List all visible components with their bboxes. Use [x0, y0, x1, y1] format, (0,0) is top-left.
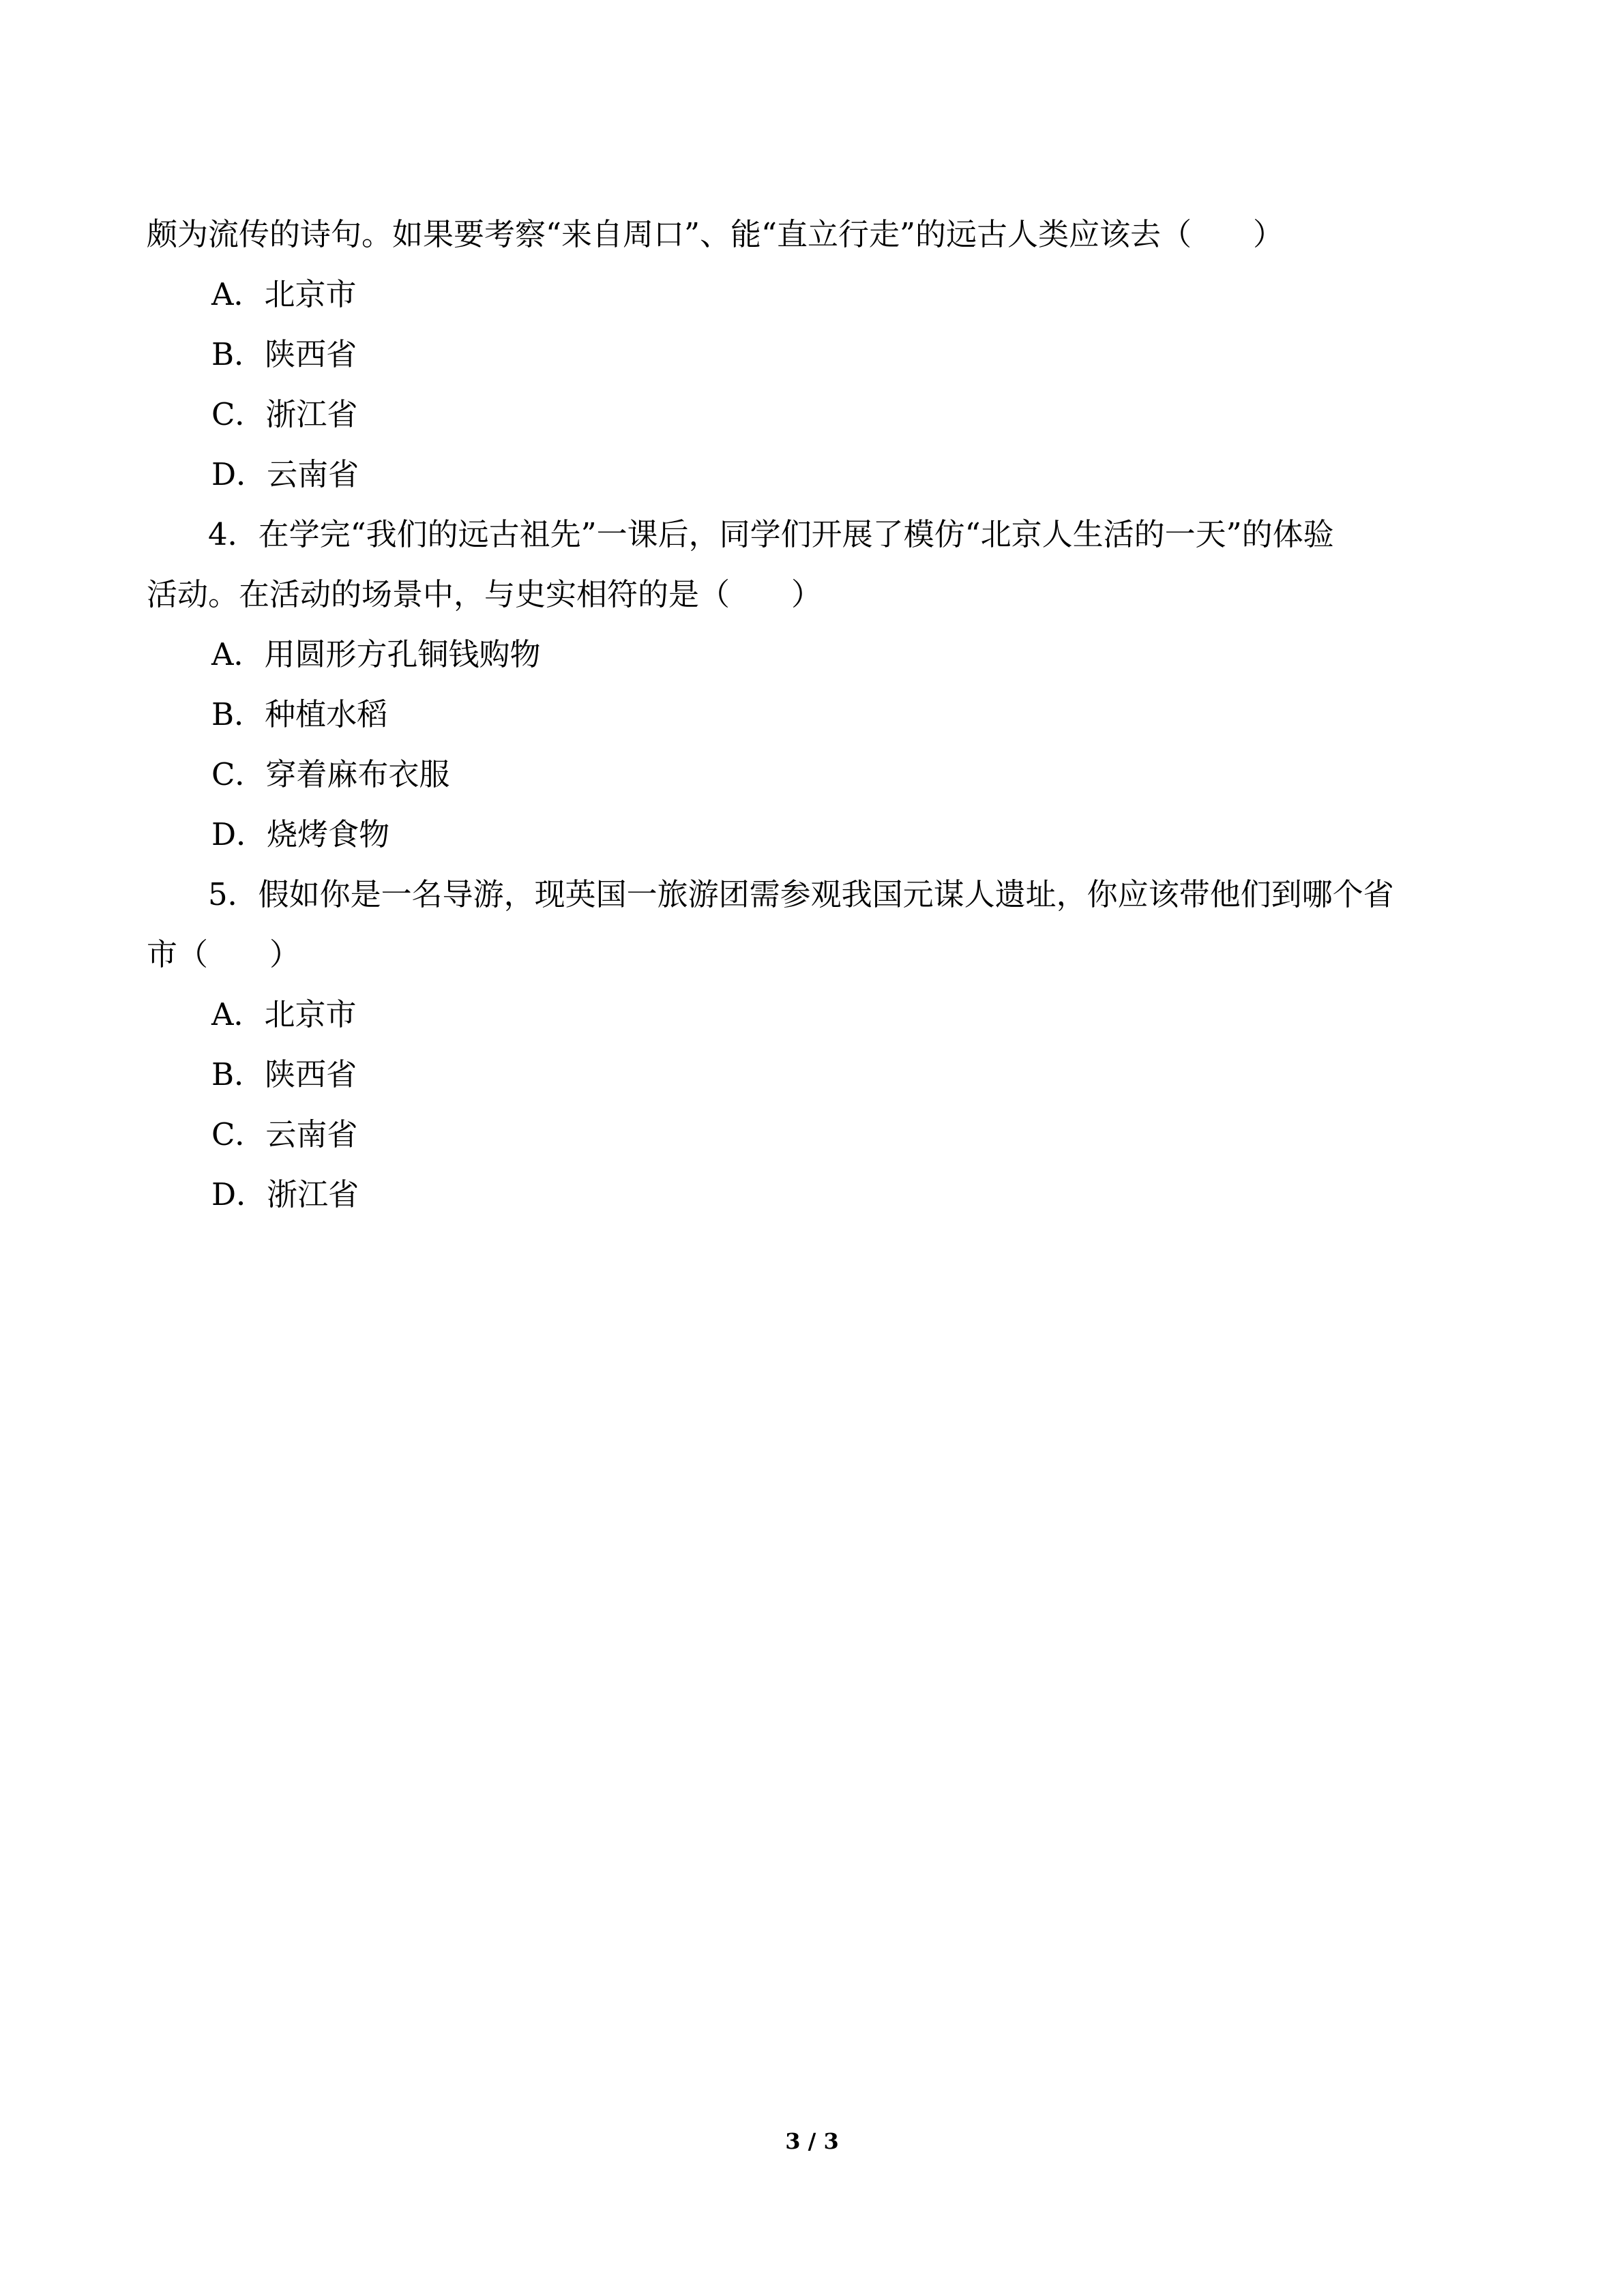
- page-content: [147, 205, 1477, 1225]
- question-3-option-b: B．陕西省: [211, 336, 357, 372]
- question-4-option-c: C．穿着麻布衣服: [211, 756, 450, 792]
- question-5-option-d: D．浙江省: [211, 1176, 359, 1212]
- question-3-option-c: C．浙江省: [211, 396, 358, 432]
- question-4-stem-line-2: 活动。在活动的场景中，与史实相符的是（ ）: [147, 576, 823, 612]
- page-number: 3 / 3: [785, 2128, 839, 2154]
- question-3-option-d: D．云南省: [211, 456, 359, 492]
- question-5-stem-line-2: 市（ ）: [147, 936, 301, 972]
- question-5-option-a: A．北京市: [211, 996, 357, 1032]
- question-4-option-d: D．烧烤食物: [211, 816, 390, 852]
- question-4-stem-line-1: 4．在学完“我们的远古祖先”一课后，同学们开展了模仿“北京人生活的一天”的体验: [208, 516, 1334, 552]
- question-4-option-a: A．用圆形方孔铜钱购物: [211, 636, 541, 672]
- question-5-stem-line-1: 5．假如你是一名导游，现英国一旅游团需参观我国元谋人遗址，你应该带他们到哪个省: [208, 876, 1394, 912]
- question-4-option-b: B．种植水稻: [211, 696, 388, 732]
- question-5-option-b: B．陕西省: [211, 1056, 357, 1092]
- question-3-option-a: A．北京市: [211, 276, 357, 312]
- question-5-option-c: C．云南省: [211, 1116, 358, 1152]
- question-3-continuation: 颇为流传的诗句。如果要考察“来自周口”、能“直立行走”的远古人类应该去（ ）: [147, 216, 1284, 252]
